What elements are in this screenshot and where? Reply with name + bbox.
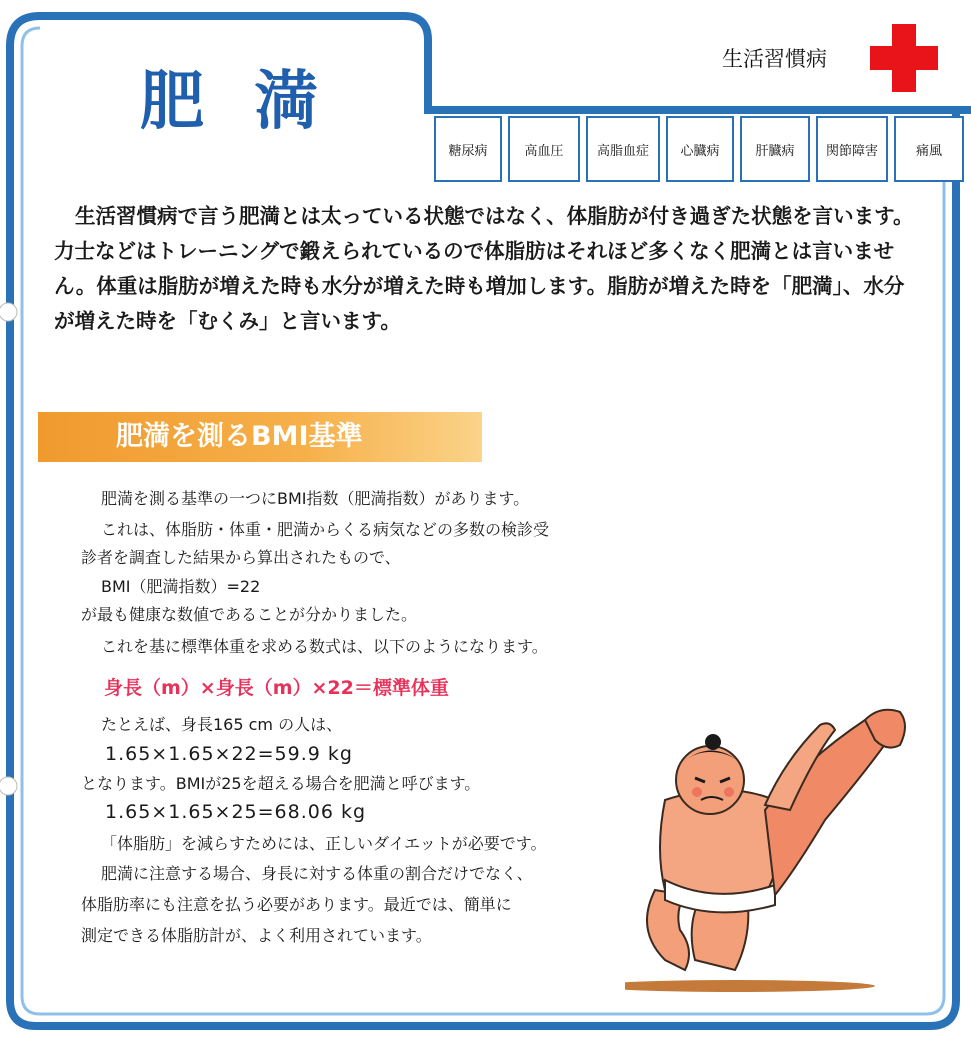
tab-hypertension[interactable]: 高血圧 — [508, 116, 580, 182]
obese-weight-calculation: 1.65×1.65×25=68.06 kg — [105, 801, 367, 823]
tab-gout[interactable]: 痛風 — [894, 116, 964, 182]
tab-hyperlipidemia[interactable]: 高脂血症 — [586, 116, 660, 182]
body-line: 肥満を測る基準の一つにBMI指数（肥満指数）があります。 — [101, 489, 530, 508]
disease-tabs — [426, 110, 971, 186]
body-line: 診者を調査した結果から算出されたもので、 — [81, 548, 401, 567]
body-line: これは、体脂肪・体重・肥満からくる病気などの多数の検診受 — [101, 520, 550, 539]
tab-heart-disease[interactable]: 心臓病 — [666, 116, 734, 182]
body-line: これを基に標準体重を求める数式は、以下のようになります。 — [101, 637, 548, 656]
section-title: 肥満を測るBMI基準 — [116, 421, 363, 452]
closing-line: 体脂肪率にも注意を払う必要があります。最近では、簡単に — [81, 895, 512, 914]
sumo-wrestler-illustration — [625, 700, 915, 995]
tab-liver-disease[interactable]: 肝臓病 — [740, 116, 810, 182]
category-label: 生活習慣病 — [722, 47, 827, 71]
tab-diabetes[interactable]: 糖尿病 — [434, 116, 502, 182]
body-line: が最も健康な数値であることが分かりました。 — [81, 605, 418, 624]
standard-weight-formula: 身長（m）×身長（m）×22＝標準体重 — [104, 677, 449, 699]
standard-weight-calculation: 1.65×1.65×22=59.9 kg — [105, 743, 353, 765]
closing-line: 測定できる体脂肪計が、よく利用されています。 — [81, 926, 432, 945]
bmi-ideal-line: BMI（肥満指数）=22 — [101, 577, 261, 596]
red-cross-icon — [866, 20, 942, 96]
closing-line: 肥満に注意する場合、身長に対する体重の割合だけでなく、 — [101, 864, 533, 883]
example-intro: たとえば、身長165 cm の人は、 — [101, 715, 343, 734]
page-title: 肥 満 — [140, 65, 333, 139]
bmi-note: となります。BMIが25を超える場合を肥満と呼びます。 — [81, 774, 481, 793]
intro-paragraph: 生活習慣病で言う肥満とは太っている状態ではなく、体脂肪が付き過ぎた状態を言います。力士などはトレーニングで鍛えられているので体脂肪はそれほど多くなく肥満とは言いません。体重は脂肪が増えた時も水分が増えた時も増加します。脂肪が増えた時を「肥満」、水分が増えた時を「むくみ」と言います。 — [54, 204, 914, 333]
tab-joint-disorder[interactable]: 関節障害 — [816, 116, 888, 182]
closing-line: 「体脂肪」を減らすためには、正しいダイエットが必要です。 — [101, 834, 547, 853]
